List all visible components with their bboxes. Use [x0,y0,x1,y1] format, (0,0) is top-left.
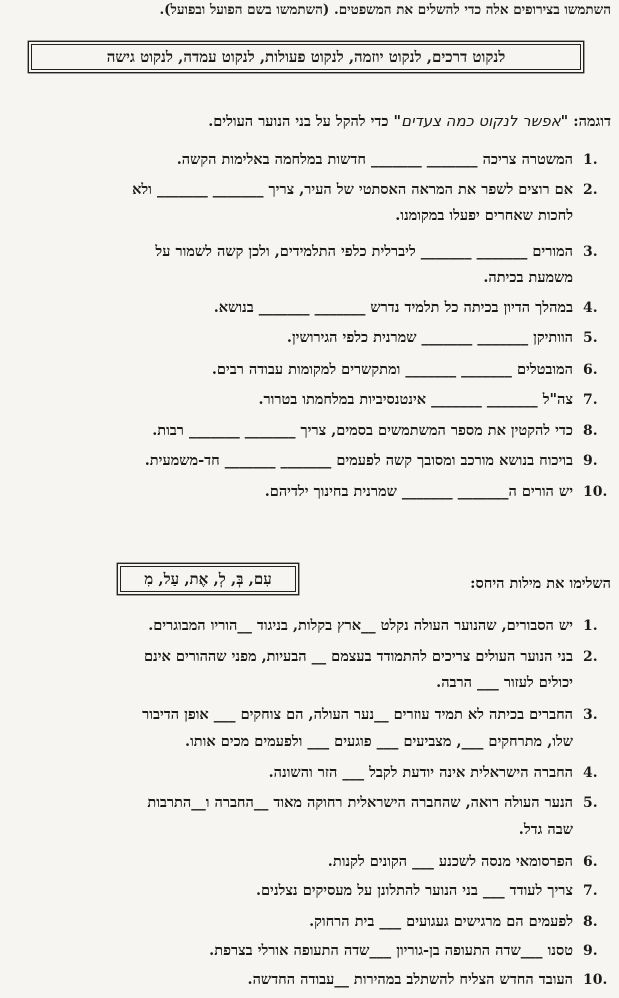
part2-item-10 [0,970,619,998]
item-text: המשטרה צריכה _______ _______ חדשות במלחמה באלימות הקשה. [176,151,573,168]
item-number: .1 [583,152,598,168]
item-text: הפרסומאי מנסה לשכנע ___ הקונים לקנות. [327,853,573,870]
item-number: .9 [583,453,598,469]
item-number: .5 [583,330,598,346]
item-text-cont: משמעת בכיתה. [483,269,573,286]
item-text: החברה הישראלית אינה יודעת לקבל ___ הזר והשונה. [268,764,573,781]
item-text: לפעמים הם מרגישים געגועים ___ בית הרחוק. [309,913,573,930]
part2-item-2 [0,647,619,691]
item-number: .2 [583,649,598,665]
item-number: .4 [583,300,598,316]
prepositions-box [120,566,296,592]
example-handwritten-answer: אפשר לנקוט כמה צעדים [401,112,561,130]
part1-item-4 [0,298,619,326]
prepositions-box-text: עִם, בְּ, לְ, אֶת, עַל, מִ [144,570,272,588]
item-text: יש הסבורים, שהנוער העולה נקלט __ארץ בקלות, בניגוד __הוריו המבוגרים. [148,617,573,634]
part2-item-4 [0,763,619,791]
part1-item-5 [0,328,619,356]
item-number: .7 [583,392,598,408]
item-number: .5 [583,795,598,811]
item-text: החברים בכיתה לא תמיד עוזרים __נער העולה, הם צוחקים ___ אופן הדיבור [142,706,573,723]
part1-item-1 [0,150,619,178]
part2-item-6 [0,852,619,880]
item-text: בויכוח בנושא מורכב ומסובך קשה לפעמים _______ _______ חד-משמעית. [144,452,573,469]
item-text-cont: שבה גדל. [518,821,573,838]
part2-item-9 [0,941,619,969]
item-text: יש הורים ה_______ _______ שמרנית בחינוך ילדיהם. [264,483,573,500]
item-text-cont: לחכות שאחרים יפעלו במקומנו. [395,207,573,224]
item-text: צריך לעודד ___ בני הנוער להתלונן על מעסיקים נצלנים. [255,882,573,899]
item-number: .10 [583,972,608,988]
item-text: בני הנוער העולים צריכים להתמודד בעצמם __ הבעיות, מפני שההורים אינם [143,648,573,665]
item-number: .6 [583,854,598,870]
item-text: העובד החדש הצליח להשתלב במהירות __עבודה החדשה. [247,971,573,988]
item-number: .8 [583,914,598,930]
part2-item-1 [0,616,619,644]
item-text: אם רוצים לשפר את המראה האסתטי של העיר, צריך _______ _______ ולא [132,181,573,198]
item-number: .3 [583,244,598,260]
part2-item-7 [0,881,619,909]
part2-item-5 [0,793,619,838]
phrases-box [31,44,581,70]
item-text: הוותיקן _______ _______ שמרנית כלפי הגירושין. [286,329,573,346]
part1-item-2 [0,180,619,224]
part1-item-10 [0,482,619,510]
item-number: .8 [583,423,598,439]
example-rest: " כדי להקל על בני הנוער העולים. [208,113,402,130]
item-text: כדי להקטין את מספר המשתמשים בסמים, צריך _______ _______ רבות. [152,422,573,439]
item-number: .1 [583,618,598,634]
part1-item-8 [0,421,619,449]
item-number: .4 [583,765,598,781]
section2-title: השלימו את מילות היחס: [470,575,611,592]
part2-item-3 [0,705,619,750]
item-number: .3 [583,707,598,723]
item-text: הנער העולה רואה, שהחברה הישראלית רחוקה מאוד __החברה ו__התרבות [147,794,573,811]
item-number: .7 [583,883,598,899]
item-text: המובטלים _______ _______ ומתקשרים למקומות עבודה רבים. [211,361,573,378]
item-text: במהלך הדיון בכיתה כל תלמיד נדרש _______ _______ בנושא. [213,299,573,316]
item-text-cont: יכולים לעזור ___ הרבה. [436,674,573,691]
part2-item-8 [0,912,619,940]
item-number: .2 [583,182,598,198]
part1-item-7 [0,390,619,418]
example-label: דוגמה: [573,113,611,130]
item-text-cont: שלו, מתרחקים ___, מצביעים ___ פוגעים ___ ולפעמים מכים אותו. [185,733,573,750]
instructions-header: השתמשו בצירופים אלה כדי להשלים את המשפטים. (השתמשו בשם הפועל ובפועל). [159,2,611,18]
item-number: .9 [583,943,598,959]
example-line [208,111,611,132]
item-text: טסנו ___שדה התעופה בן-גוריון ___שדה התעופה אורלי בצרפת. [209,942,573,959]
example-quote: " [560,113,569,130]
part1-item-6 [0,360,619,388]
item-text: המורים _______ _______ ליברלית כלפי התלמידים, ולכן קשה לשמור על [155,243,573,260]
part1-item-3 [0,242,619,286]
item-text: צה"ל _______ _______ אינטנסיביות במלחמתו בטרור. [258,391,573,408]
phrases-box-text: לנקוט דרכים, לנקוט יוזמה, לנקוט פעולות, לנקוט עמדה, לנקוט גישה [106,48,506,66]
item-number: .6 [583,362,598,378]
item-number: .10 [583,484,608,500]
part1-item-9 [0,451,619,479]
